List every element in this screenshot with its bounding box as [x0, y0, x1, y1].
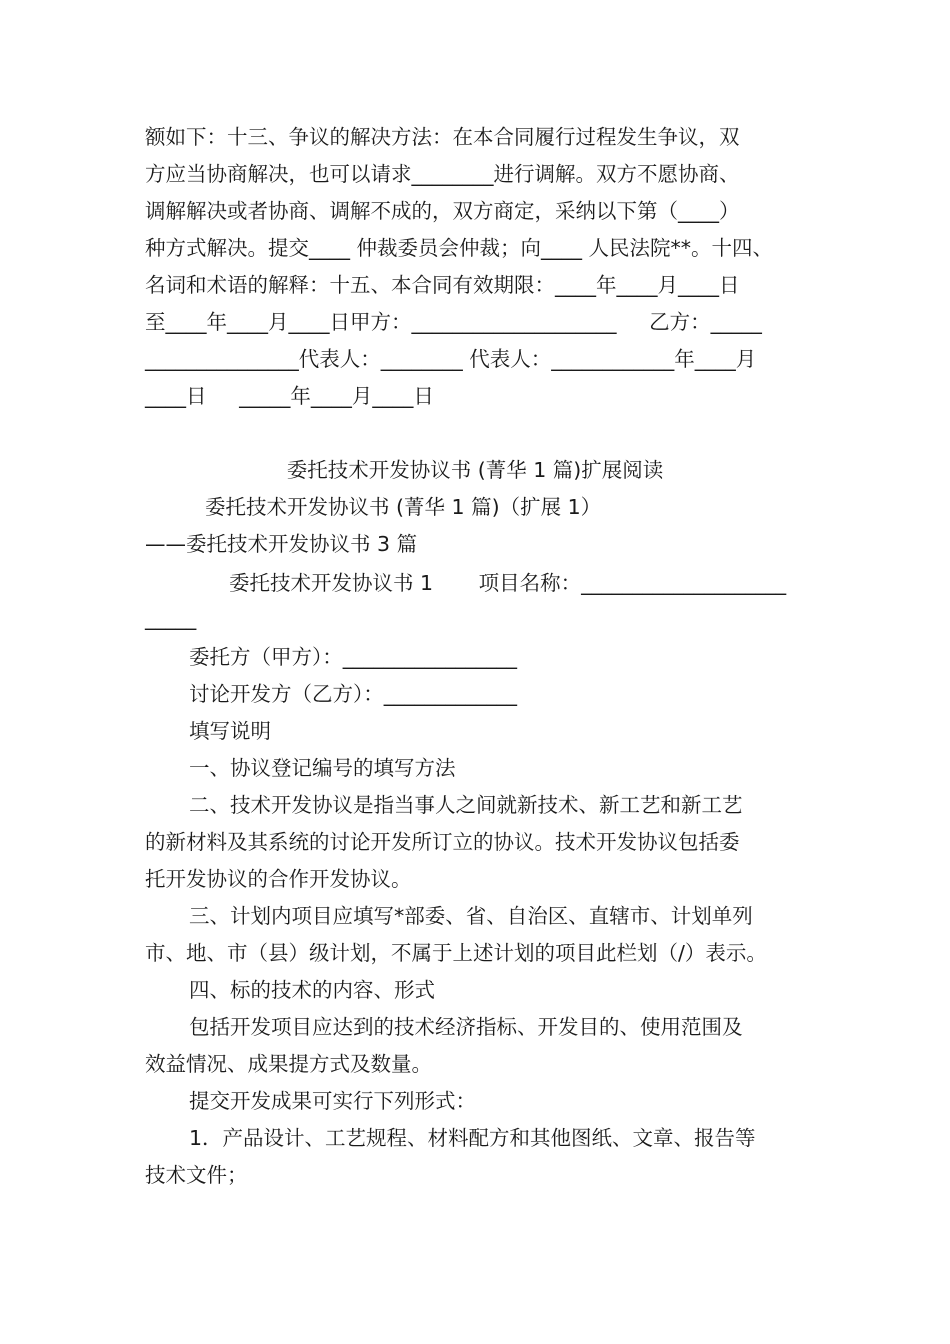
text-line: 额如下：十三、争议的解决方法：在本合同履行过程发生争议，双: [145, 125, 740, 149]
client-line: 委托方（甲方）：_________________: [189, 645, 517, 669]
item-4-desc-line: 效益情况、成果提方式及数量。: [145, 1052, 432, 1076]
form-1-line: 1．产品设计、工艺规程、材料配方和其他图纸、文章、报告等: [189, 1126, 756, 1150]
text-line: 名词和术语的解释：十五、本合同有效期限：____年____月____日: [145, 273, 740, 297]
item-3-line: 市、地、市（县）级计划，不属于上述计划的项目此栏划（/）表示。: [145, 941, 767, 965]
item-4-desc-line: 包括开发项目应达到的技术经济指标、开发目的、使用范围及: [189, 1015, 743, 1039]
form-1-line: 技术文件；: [145, 1163, 248, 1187]
item-4: 四、标的技术的内容、形式: [189, 978, 435, 1002]
text-line: 种方式解决。提交____ 仲裁委员会仲裁；向____ 人民法院**。十四、: [145, 236, 774, 260]
text-line: 至____年____月____日甲方：____________________ 乙方：_____: [145, 310, 762, 334]
text-line: _______________代表人：________ 代表人：____________年____月: [145, 347, 757, 371]
extended-subtitle: 委托技术开发协议书 (菁华 1 篇)（扩展 1）: [205, 495, 602, 519]
text-line: ____日 _____年____月____日: [145, 384, 434, 408]
developer-line: 讨论开发方（乙方）：_____________: [189, 682, 517, 706]
item-3-line: 三、计划内项目应填写*部委、省、自治区、直辖市、计划单列: [189, 904, 753, 928]
item-2-line: 的新材料及其系统的讨论开发所订立的协议。技术开发协议包括委: [145, 830, 740, 854]
project-name-line: 委托技术开发协议书 1 项目名称：____________________: [229, 571, 787, 595]
instructions-heading: 填写说明: [189, 719, 271, 743]
item-2-line: 二、技术开发协议是指当事人之间就新技术、新工艺和新工艺: [189, 793, 743, 817]
extended-reading-title: 委托技术开发协议书 (菁华 1 篇)扩展阅读: [286, 458, 664, 482]
text-line: 调解解决或者协商、调解不成的，双方商定，采纳以下第（____）: [145, 199, 740, 223]
dash-heading: ——委托技术开发协议书 3 篇: [145, 532, 418, 556]
item-2-line: 托开发协议的合作开发协议。: [145, 867, 412, 891]
forms-intro: 提交开发成果可实行下列形式：: [189, 1089, 476, 1113]
item-1: 一、协议登记编号的填写方法: [189, 756, 456, 780]
text-line: 方应当协商解决，也可以请求________进行调解。双方不愿协商、: [145, 162, 740, 186]
project-name-line-tail: _____: [145, 606, 197, 630]
